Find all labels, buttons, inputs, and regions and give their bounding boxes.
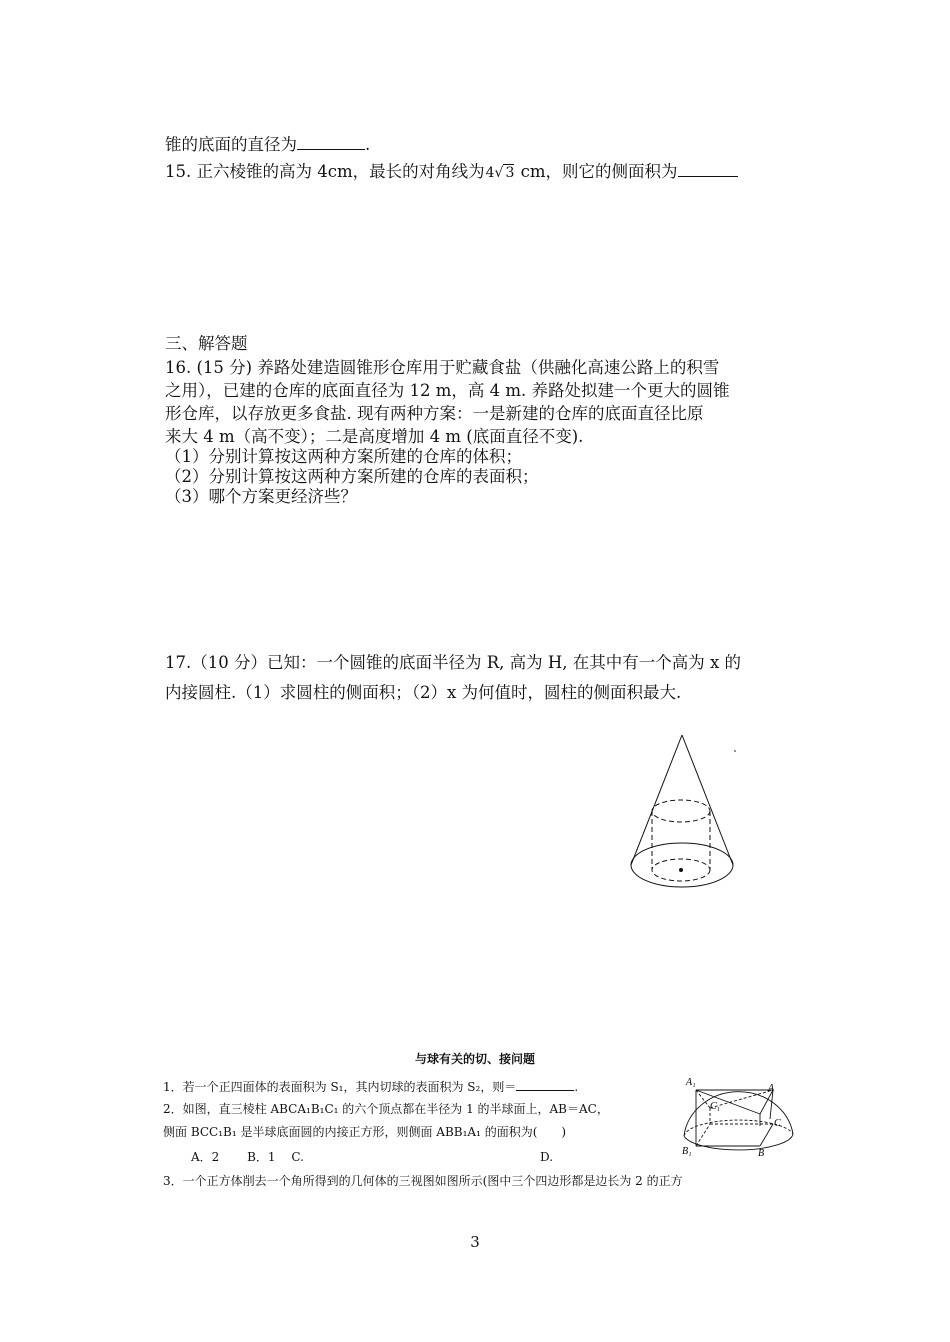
prism-hidden-edge (696, 1124, 710, 1146)
label-c: C (774, 1118, 781, 1129)
problem-16-question-2: （2）分别计算按这两种方案所建的仓库的表面积； (165, 467, 539, 486)
hemisphere-outline (684, 1092, 793, 1136)
sphere-question-2-options: A．2 B．1 C. (191, 1150, 304, 1164)
problem-15: 15. 正六棱锥的高为 4cm，最长的对角线为4√ 3 cm，则它的侧面积为 (165, 161, 738, 184)
problem-14-continuation: 锥的底面的直径为 . (165, 135, 371, 154)
label-a1: A₁ (686, 1077, 696, 1088)
sphere-question-1: 1．若一个正四面体的表面积为 S₁，其内切球的表面积为 S₂，则＝ . (163, 1080, 579, 1094)
problem-16-question-3: （3）哪个方案更经济些？ (165, 487, 357, 506)
problem-16-line: 来大 4 m（高不变）；二是高度增加 4 m (底面直径不变). (165, 427, 584, 446)
problem-16-line: 之用），已建的仓库的底面直径为 12 m，高 4 m. 养路处拟建一个更大的圆锥 (165, 381, 730, 400)
sphere-question-2-line-2: 侧面 BCC₁B₁ 是半球底面圆的内接正方形，则侧面 ABB₁A₁ 的面积为( ) (163, 1125, 567, 1139)
answer-blank (678, 161, 738, 177)
problem-16-question-1: （1）分别计算按这两种方案所建的仓库的体积； (165, 447, 522, 466)
prism-top-face (696, 1090, 773, 1114)
prism-edge-bc (760, 1124, 773, 1146)
cone-cylinder-figure (620, 725, 750, 900)
hemisphere-base-front (684, 1134, 793, 1150)
sphere-question-2-line-1: 2．如图，直三棱柱 ABCA₁B₁C₁ 的六个顶点都在半径为 1 的半球面上，AB＝AC， (163, 1102, 609, 1116)
radical-expression: 4√ 3 (485, 165, 515, 181)
label-b1: B₁ (682, 1146, 692, 1157)
problem-14-text: 锥的底面的直径为 (165, 135, 297, 154)
page-number: 3 (470, 1233, 480, 1251)
stray-dot (734, 750, 736, 752)
problem-16-line: 形仓库，以存放更多食盐. 现有两种方案：一是新建的仓库的底面直径比原 (165, 404, 704, 423)
problem-17-line: 17.（10 分）已知：一个圆锥的底面半径为 R, 高为 H, 在其中有一个高为 x 的 (165, 653, 742, 672)
label-b: B (758, 1148, 765, 1159)
hemisphere-prism-figure (678, 1074, 798, 1159)
cone-base-back (631, 843, 733, 865)
cylinder-top (652, 800, 710, 822)
answer-blank (516, 1079, 574, 1091)
label-c1: C₁ (710, 1101, 721, 1112)
sphere-question-3: 3．一个正方体削去一个角所得到的几何体的三视图如图所示(图中三个四边形都是边长为 2 的正方 (163, 1174, 683, 1188)
problem-16-line: 16. (15 分) 养路处建造圆锥形仓库用于贮藏食盐（供融化高速公路上的积雪 (165, 358, 720, 377)
label-a: A (768, 1083, 775, 1094)
sphere-question-2-option-d: D. (540, 1150, 554, 1164)
base-center-point (679, 868, 683, 872)
sphere-section-title: 与球有关的切、接问题 (414, 1052, 535, 1066)
problem-17-line: 内接圆柱.（1）求圆柱的侧面积；（2）x 为何值时，圆柱的侧面积最大. (165, 683, 682, 702)
section-heading: 三、解答题 (165, 334, 248, 353)
answer-blank (297, 134, 365, 150)
